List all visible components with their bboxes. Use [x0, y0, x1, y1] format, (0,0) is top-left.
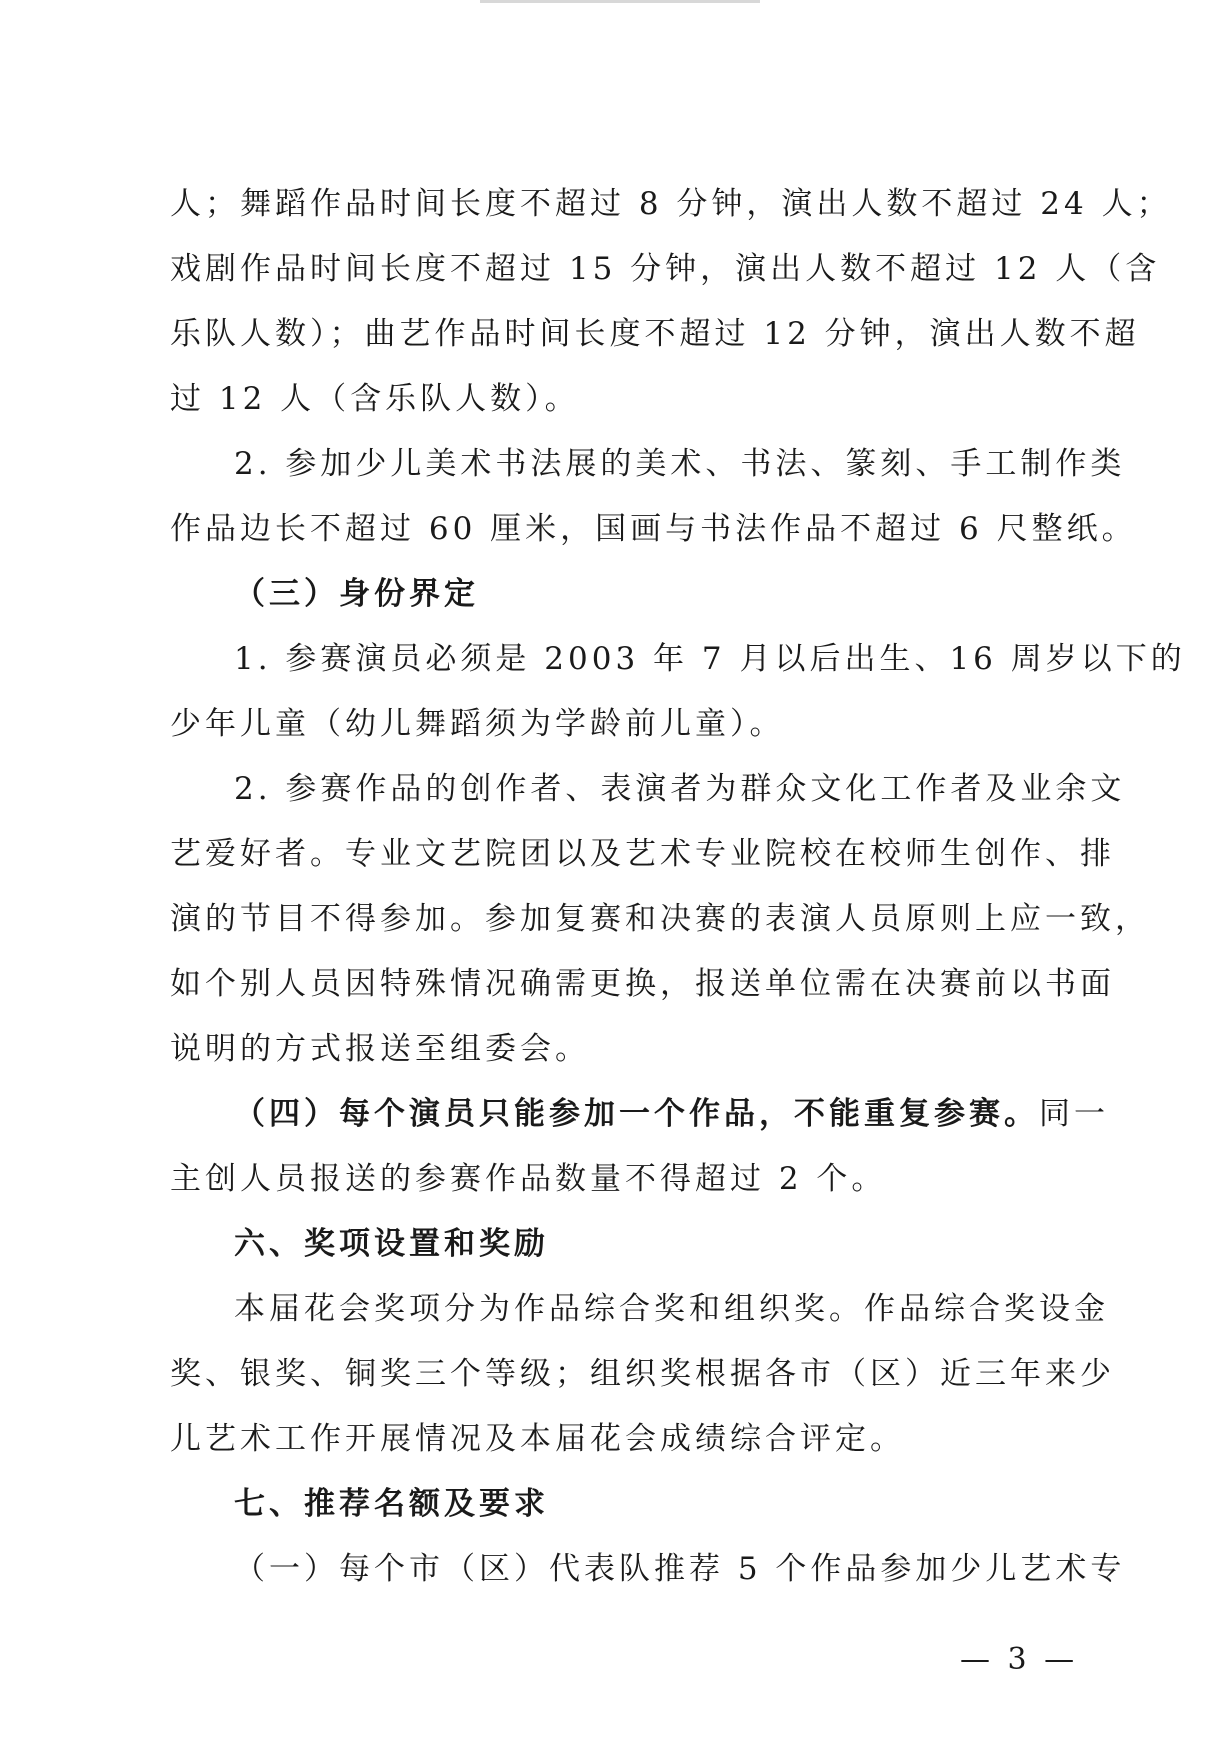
- paragraph-line: 奖、银奖、铜奖三个等级；组织奖根据各市（区）近三年来少: [170, 1356, 1115, 1392]
- paragraph-line: 本届花会奖项分为作品综合奖和组织奖。作品综合奖设金: [234, 1291, 1109, 1327]
- paragraph-line: 演的节目不得参加。参加复赛和决赛的表演人员原则上应一致，: [170, 901, 1150, 937]
- paragraph-line: 说明的方式报送至组委会。: [170, 1031, 590, 1067]
- paragraph-line: 如个别人员因特殊情况确需更换，报送单位需在决赛前以书面: [170, 966, 1115, 1002]
- section-heading: 六、奖项设置和奖励: [234, 1226, 549, 1262]
- paragraph-line: [170, 1082, 1109, 1147]
- document-body: [170, 172, 1186, 1602]
- paragraph-line: 戏剧作品时间长度不超过 15 分钟，演出人数不超过 12 人（含: [170, 251, 1161, 287]
- paragraph-line: 少年儿童（幼儿舞蹈须为学龄前儿童）。: [170, 706, 785, 742]
- paragraph-line: （一）每个市（区）代表队推荐 5 个作品参加少儿艺术专: [234, 1551, 1126, 1587]
- paragraph-line: 1. 参赛演员必须是 2003 年 7 月以后出生、16 周岁以下的: [234, 641, 1186, 677]
- paragraph-line: 作品边长不超过 60 厘米，国画与书法作品不超过 6 尺整纸。: [170, 511, 1137, 547]
- section-heading: （三）身份界定: [234, 576, 479, 612]
- section-heading: 七、推荐名额及要求: [234, 1486, 549, 1522]
- page-number: — 3 —: [960, 1642, 1079, 1677]
- bold-lead-text: （四）每个演员只能参加一个作品，不能重复参赛。: [234, 1096, 1039, 1132]
- paragraph-line: 儿艺术工作开展情况及本届花会成绩综合评定。: [170, 1421, 905, 1457]
- paragraph-line: 2. 参加少儿美术书法展的美术、书法、篆刻、手工制作类: [234, 446, 1126, 482]
- paragraph-line: 主创人员报送的参赛作品数量不得超过 2 个。: [170, 1161, 887, 1197]
- scan-edge-mark: [480, 0, 760, 3]
- paragraph-line: 2. 参赛作品的创作者、表演者为群众文化工作者及业余文: [234, 771, 1126, 807]
- paragraph-line: 乐队人数）；曲艺作品时间长度不超过 12 分钟，演出人数不超: [170, 316, 1140, 352]
- paragraph-line: 过 12 人（含乐队人数）。: [170, 381, 580, 417]
- lead-rest-text: 同一: [1039, 1096, 1109, 1132]
- paragraph-line: 人；舞蹈作品时间长度不超过 8 分钟，演出人数不超过 24 人；: [170, 186, 1172, 222]
- paragraph-line: 艺爱好者。专业文艺院团以及艺术专业院校在校师生创作、排: [170, 836, 1115, 872]
